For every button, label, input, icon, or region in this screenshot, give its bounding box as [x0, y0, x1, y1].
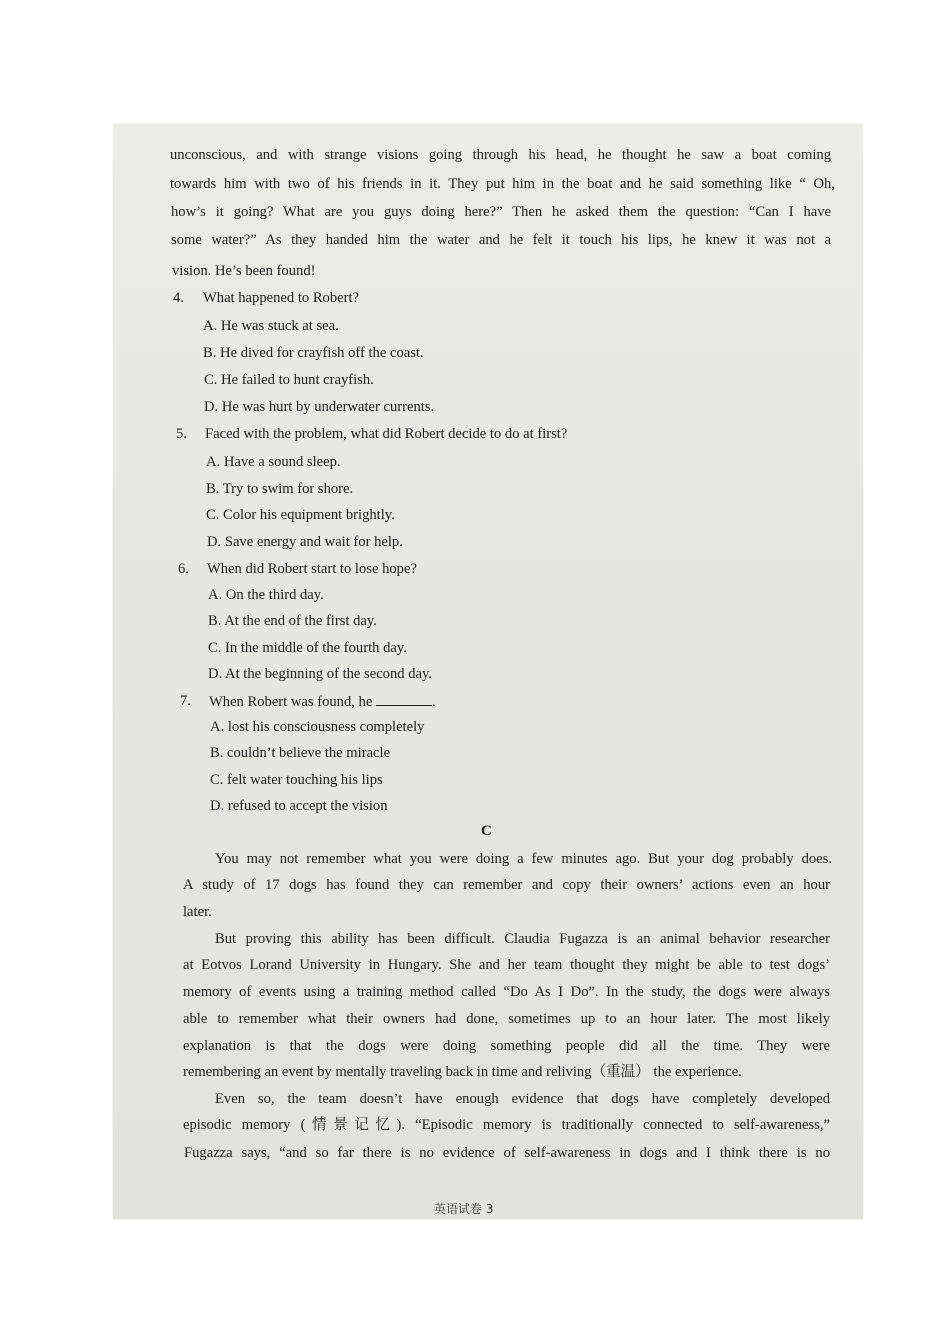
answer-option: B. He dived for crayfish off the coast.: [203, 345, 424, 361]
passage-line: Fugazza says, “and so far there is no evidence of self-awareness in dogs and I think there is no: [184, 1145, 830, 1161]
answer-option: B. Try to swim for shore.: [206, 481, 354, 497]
answer-option: A. He was stuck at sea.: [203, 318, 339, 334]
passage-line: A study of 17 dogs has found they can remember and copy their owners’ actions even an hour: [183, 877, 830, 893]
passage-line: able to remember what their owners had done, sometimes up to an hour later. The most likely: [183, 1011, 830, 1027]
question-stem: Faced with the problem, what did Robert decide to do at first?: [205, 426, 568, 442]
answer-blank: [376, 692, 432, 706]
passage-line: at Eotvos Lorand University in Hungary. She and her team thought they might be able to test dogs’: [183, 957, 830, 973]
answer-option: B. At the end of the first day.: [208, 613, 377, 629]
passage-line: vision. He’s been found!: [172, 263, 316, 279]
question-number: 6.: [178, 561, 189, 577]
passage-line: later.: [183, 904, 212, 920]
answer-option: C. Color his equipment brightly.: [206, 507, 395, 523]
question-number: 5.: [176, 426, 187, 442]
section-heading: C: [481, 823, 492, 839]
answer-option: C. He failed to hunt crayfish.: [204, 372, 374, 388]
passage-line: Even so, the team doesn’t have enough evidence that dogs have completely developed: [215, 1091, 830, 1107]
passage-line: explanation is that the dogs were doing something people did all the time. They were: [183, 1038, 830, 1054]
answer-option: A. Have a sound sleep.: [206, 454, 341, 470]
passage-line: episodic memory (情景记忆). “Episodic memory is traditionally connected to self-awareness,”: [183, 1117, 830, 1133]
question-stem: When did Robert start to lose hope?: [207, 561, 417, 577]
question-number: 4.: [173, 290, 184, 306]
passage-line: You may not remember what you were doing a few minutes ago. But your dog probably does.: [215, 851, 832, 867]
answer-option: D. Save energy and wait for help.: [207, 534, 403, 550]
passage-line: unconscious, and with strange visions going through his head, he thought he saw a boat coming: [170, 147, 831, 163]
answer-option: B. couldn’t believe the miracle: [210, 745, 391, 761]
question-stem-text: When Robert was found, he: [209, 694, 373, 710]
passage-line: towards him with two of his friends in it. They put him in the boat and he said something like “ Oh,: [170, 176, 835, 192]
answer-option: C. In the middle of the fourth day.: [208, 640, 407, 656]
passage-line: memory of events using a training method called “Do As I Do”. In the study, the dogs were always: [183, 984, 830, 1000]
answer-option: D. At the beginning of the second day.: [208, 666, 432, 682]
passage-line: some water?” As they handed him the water and he felt it touch his lips, he knew it was not a: [171, 232, 831, 248]
answer-option: D. refused to accept the vision: [210, 798, 388, 814]
question-number: 7.: [180, 693, 191, 709]
question-stem: What happened to Robert?: [203, 290, 360, 306]
passage-line: remembering an event by mentally traveling back in time and reliving（重温） the experience.: [183, 1064, 742, 1080]
question-stem: [209, 692, 436, 711]
passage-line: But proving this ability has been difficult. Claudia Fugazza is an animal behavior researcher: [215, 931, 830, 947]
passage-line: how’s it going? What are you guys doing here?” Then he asked them the question: “Can I have: [171, 204, 831, 220]
page-footer: 英语试卷 3: [434, 1202, 494, 1216]
answer-option: A. On the third day.: [208, 587, 324, 603]
question-stem-end: .: [431, 694, 436, 710]
answer-option: C. felt water touching his lips: [210, 772, 383, 788]
answer-option: D. He was hurt by underwater currents.: [204, 399, 435, 415]
answer-option: A. lost his consciousness completely: [210, 719, 425, 735]
